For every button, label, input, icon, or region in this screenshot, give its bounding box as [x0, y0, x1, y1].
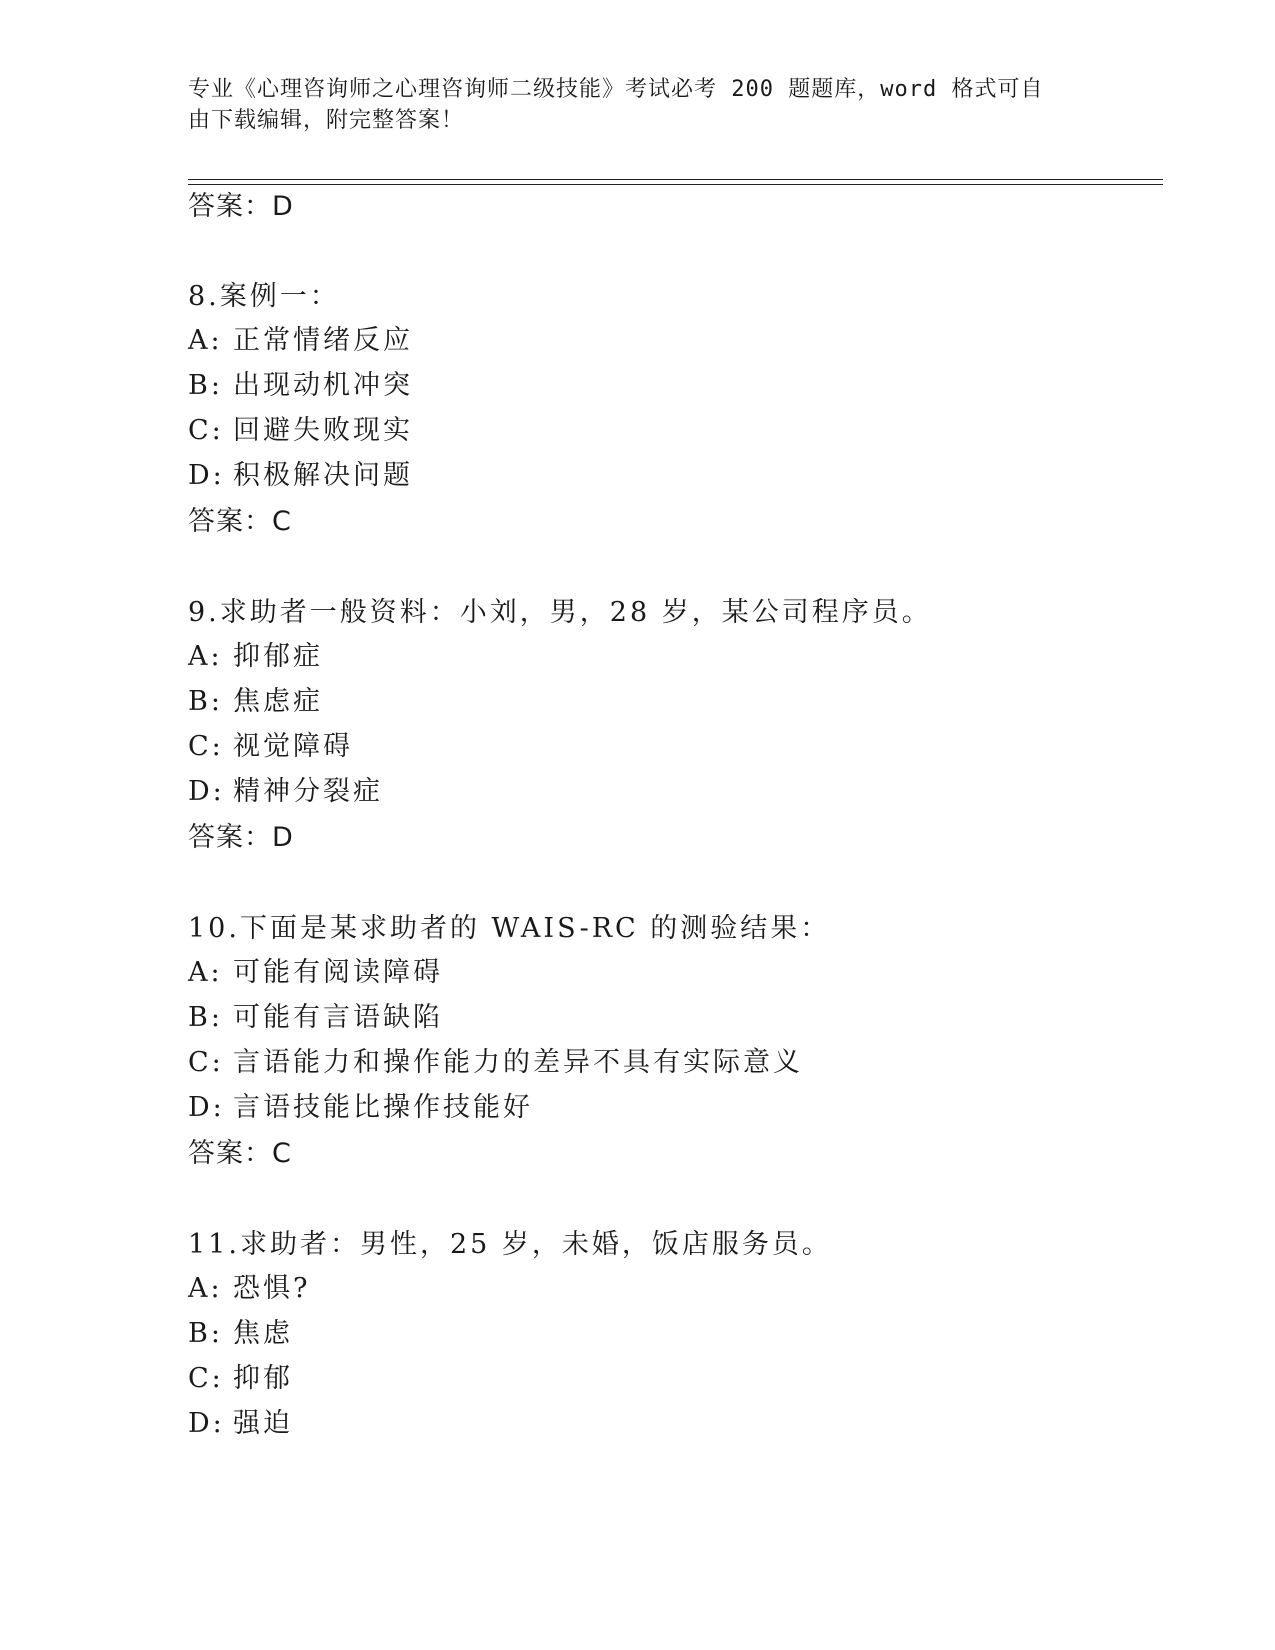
question-stem: 10.下面是某求助者的 WAIS-RC 的测验结果： — [188, 913, 831, 944]
question-stem: 8.案例一： — [188, 281, 340, 312]
option-letter: A: — [188, 641, 223, 672]
option-text: 言语能力和操作能力的差异不具有实际意义 — [233, 1047, 803, 1078]
option-text: 焦虑症 — [233, 686, 323, 717]
option-letter: B: — [188, 1002, 223, 1033]
option-text: 可能有阅读障碍 — [233, 957, 443, 988]
answer-line: 答案：C — [188, 1138, 292, 1169]
option-letter: B: — [188, 370, 223, 401]
header-divider-top — [188, 179, 1163, 180]
option-item — [188, 1317, 293, 1351]
option-letter: C: — [188, 731, 224, 762]
header-line-2: 由下载编辑，附完整答案！ — [188, 108, 465, 133]
option-text: 出现动机冲突 — [233, 370, 413, 401]
option-text: 抑郁症 — [233, 641, 323, 672]
option-letter: D: — [188, 460, 225, 491]
option-text: 强迫 — [233, 1408, 293, 1439]
option-letter: C: — [188, 1363, 224, 1394]
option-item — [188, 1362, 293, 1396]
option-text: 可能有言语缺陷 — [233, 1002, 443, 1033]
option-item — [188, 1272, 310, 1306]
option-item — [188, 730, 353, 764]
option-letter: C: — [188, 415, 224, 446]
option-letter: D: — [188, 1408, 225, 1439]
document-header — [188, 74, 1068, 136]
option-letter: A: — [188, 1273, 223, 1304]
option-item — [188, 640, 323, 674]
option-item — [188, 414, 413, 448]
option-text: 抑郁 — [233, 1363, 293, 1394]
option-item — [188, 369, 413, 403]
option-item — [188, 324, 413, 358]
answer-line: 答案：D — [188, 822, 294, 853]
option-item — [188, 1091, 533, 1125]
answer-line: 答案：C — [188, 506, 292, 537]
option-item — [188, 956, 443, 990]
option-text: 视觉障碍 — [233, 731, 353, 762]
option-text: 言语技能比操作技能好 — [233, 1092, 533, 1123]
option-item — [188, 1407, 293, 1441]
option-item — [188, 775, 383, 809]
option-letter: D: — [188, 776, 225, 807]
answer-line: 答案：D — [188, 191, 294, 222]
option-text: 精神分裂症 — [233, 776, 383, 807]
option-item — [188, 1001, 443, 1035]
option-text: 回避失败现实 — [233, 415, 413, 446]
question-stem: 9.求助者一般资料：小刘，男，28 岁，某公司程序员。 — [188, 597, 932, 628]
header-line-1: 专业《心理咨询师之心理咨询师二级技能》考试必考 200 题题库，word 格式可自 — [188, 77, 1044, 102]
option-letter: B: — [188, 1318, 223, 1349]
option-letter: C: — [188, 1047, 224, 1078]
option-text: 正常情绪反应 — [233, 325, 413, 356]
option-text: 恐惧? — [233, 1273, 311, 1304]
question-stem: 11.求助者：男性，25 岁，未婚，饭店服务员。 — [188, 1229, 832, 1260]
option-item — [188, 1046, 803, 1080]
option-text: 焦虑 — [233, 1318, 293, 1349]
option-letter: D: — [188, 1092, 225, 1123]
option-item — [188, 459, 413, 493]
option-item — [188, 685, 323, 719]
option-letter: A: — [188, 325, 223, 356]
option-letter: B: — [188, 686, 223, 717]
option-letter: A: — [188, 957, 223, 988]
option-text: 积极解决问题 — [233, 460, 413, 491]
header-divider-bottom — [188, 184, 1163, 185]
